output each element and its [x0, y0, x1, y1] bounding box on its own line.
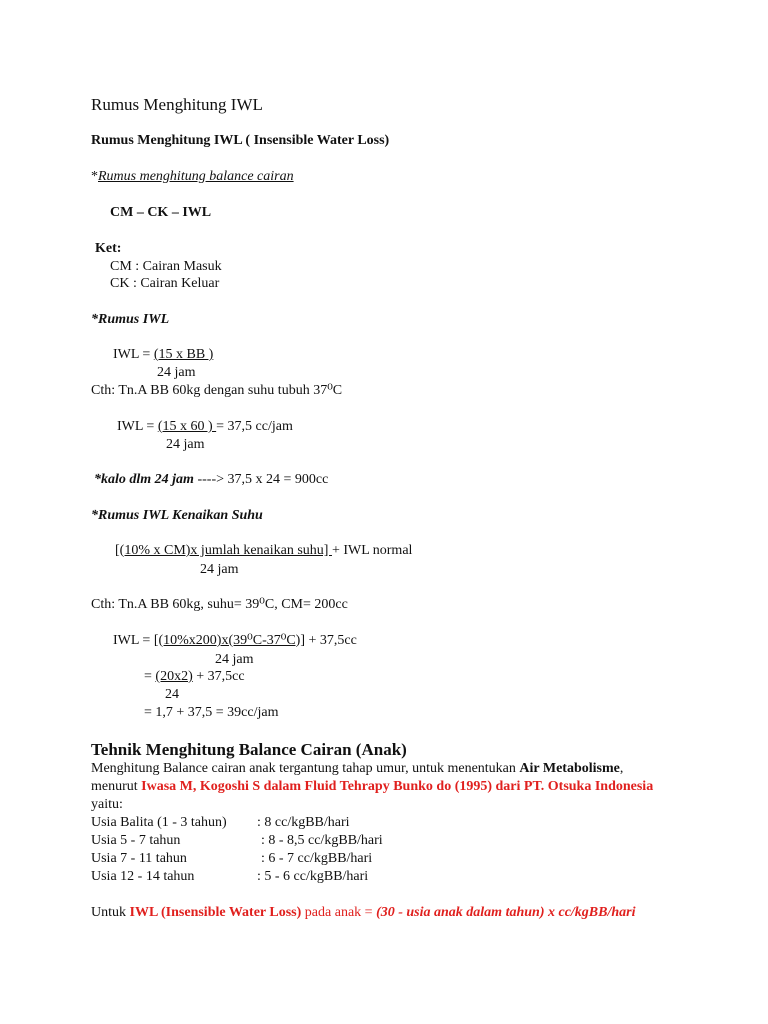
ket-cm: CM : Cairan Masuk [110, 259, 222, 274]
page-title: Rumus Menghitung IWL [91, 95, 263, 114]
kenaikan-calc2-lhs: = [144, 669, 156, 684]
final-c: pada anak = [301, 905, 377, 920]
age-row-2-label: Usia 7 - 11 tahun [91, 851, 187, 866]
anak-source: Iwasa M, Kogoshi S dalam Fluid Tehrapy Bunko do (1995) dari PT. Otsuka Indonesia [141, 779, 654, 794]
balance-heading-text: Rumus menghitung balance cairan [98, 169, 294, 184]
kenaikan-calc2-numerator: (20x2) [155, 669, 193, 684]
kenaikan-calc1-lhs: IWL = [113, 633, 154, 648]
iwl-formula-denominator: 24 jam [157, 365, 196, 380]
kenaikan-example: Cth: Tn.A BB 60kg, suhu= 39⁰C, CM= 200cc [91, 597, 348, 612]
iwl-formula-lhs: IWL = [113, 347, 154, 362]
anak-final-formula [91, 904, 636, 922]
kenaikan-calc2 [144, 668, 245, 686]
iwl-day-calc: ----> 37,5 x 24 = 900cc [193, 472, 329, 487]
anak-paragraph [91, 760, 671, 814]
kenaikan-calc1-rhs: + 37,5cc [305, 633, 357, 648]
kenaikan-calc2-rhs: + 37,5cc [192, 669, 245, 684]
kenaikan-formula [115, 542, 412, 560]
iwl-calc-numerator: (15 x 60 ) [157, 419, 217, 434]
kenaikan-calc3: = 1,7 + 37,5 = 39cc/jam [144, 705, 279, 720]
age-row-1-value: : 8 - 8,5 cc/kgBB/hari [261, 833, 383, 848]
iwl-calc [117, 418, 293, 436]
anak-p1-a: Menghitung Balance cairan anak tergantung tahap umur, untuk menentukan [91, 761, 520, 776]
balance-star: * [91, 169, 98, 184]
iwl-day-label: *kalo dlm 24 jam [94, 472, 194, 487]
age-row-1-label: Usia 5 - 7 tahun [91, 833, 181, 848]
final-formula: (30 - usia anak dalam tahun) x cc/kgBB/hari [376, 905, 636, 920]
subtitle: Rumus Menghitung IWL ( Insensible Water Loss) [91, 133, 390, 148]
age-row-3-value: : 5 - 6 cc/kgBB/hari [257, 869, 369, 884]
kenaikan-formula-rhs: + IWL normal [331, 543, 413, 558]
kenaikan-calc1-denominator: 24 jam [215, 652, 254, 667]
kenaikan-formula-denominator: 24 jam [200, 562, 239, 577]
kenaikan-heading: *Rumus IWL Kenaikan Suhu [91, 508, 263, 523]
iwl-day [94, 471, 328, 489]
ket-ck: CK : Cairan Keluar [110, 276, 220, 291]
kenaikan-formula-numerator: [(10% x CM)x jumlah kenaikan suhu] [115, 543, 332, 558]
ket-label: Ket: [95, 241, 122, 256]
age-row-0-label: Usia Balita (1 - 3 tahun) [91, 815, 227, 830]
anak-p1-e: yaitu: [91, 797, 123, 812]
iwl-example: Cth: Tn.A BB 60kg dengan suhu tubuh 37⁰C [91, 383, 343, 398]
iwl-heading: *Rumus IWL [91, 312, 170, 327]
iwl-calc-result: = 37,5 cc/jam [216, 419, 293, 434]
balance-formula: CM – CK – IWL [110, 205, 212, 220]
age-row-3-label: Usia 12 - 14 tahun [91, 869, 195, 884]
kenaikan-calc1 [113, 632, 357, 650]
kenaikan-calc2-denominator: 24 [165, 687, 179, 702]
kenaikan-calc1-numerator: [(10%x200)x(39⁰C-37⁰C)] [153, 633, 306, 648]
iwl-calc-lhs: IWL = [117, 419, 158, 434]
final-iwl-label: IWL (Insensible Water Loss) [129, 905, 302, 920]
iwl-formula [113, 346, 213, 364]
age-row-2-value: : 6 - 7 cc/kgBB/hari [261, 851, 373, 866]
iwl-calc-denominator: 24 jam [166, 437, 205, 452]
balance-heading [91, 168, 294, 186]
anak-air-metabolisme: Air Metabolisme [519, 761, 620, 776]
anak-heading: Tehnik Menghitung Balance Cairan (Anak) [91, 740, 407, 759]
anak-p1-c: , menurut [91, 761, 624, 794]
age-row-0-value: : 8 cc/kgBB/hari [257, 815, 350, 830]
final-a: Untuk [91, 905, 130, 920]
iwl-formula-numerator: (15 x BB ) [153, 347, 214, 362]
